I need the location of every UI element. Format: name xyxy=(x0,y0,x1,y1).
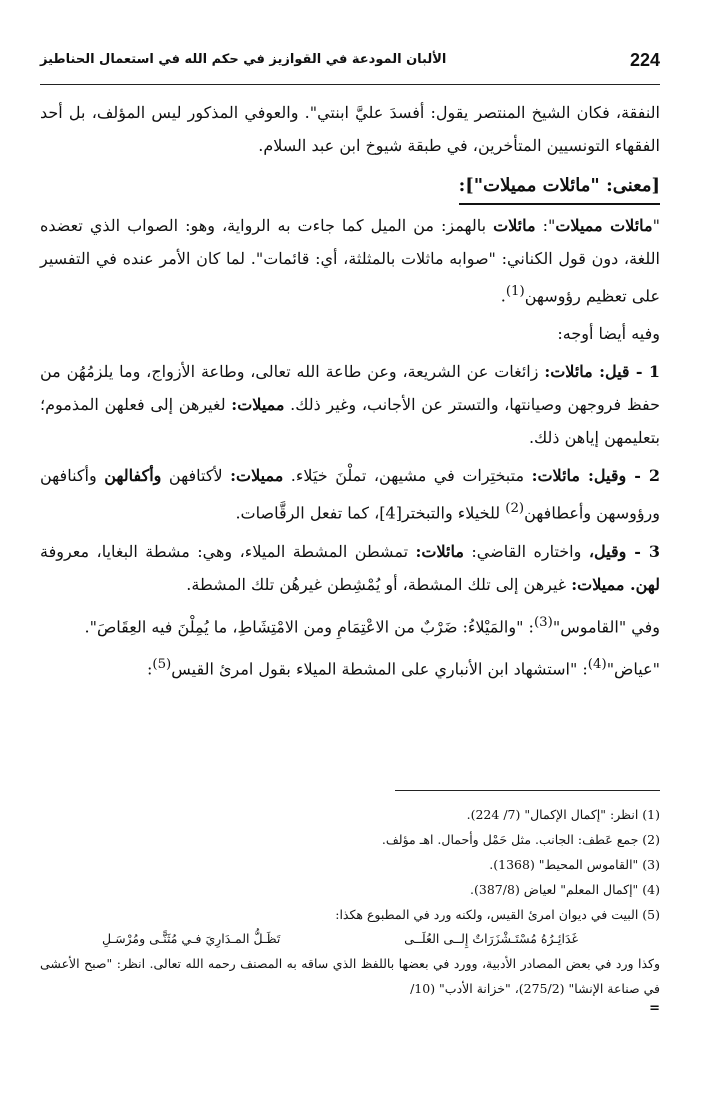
text-run: : "استشهاد ابن الأنباري على المشطة الميلاء بقول امرئ القيس xyxy=(171,659,588,679)
paragraph-aspect-2 xyxy=(40,459,660,529)
bold-term: مميلات: xyxy=(231,395,285,415)
page-number: 224 xyxy=(629,50,660,70)
text-run: " xyxy=(652,216,660,235)
footnote-continuation-mark: = xyxy=(649,1001,660,1016)
bold-term: وقيل: مائلات: xyxy=(531,466,627,486)
text-run: غيرهن إلى تلك المشطة، أو يُمْشِطن غيرهُن تلك المشطة. xyxy=(186,574,572,594)
intro-line-1: النفقة، فكان الشيخ المنتصر يقول: أفسدَ عليَّ ابنتي". والعوفي المذكور ليس xyxy=(151,103,660,122)
page-header xyxy=(40,44,660,85)
text-run: لأكتافهن xyxy=(161,466,231,486)
footnote-ref: (3) xyxy=(533,614,553,630)
footnote-ref: (4) xyxy=(587,656,607,672)
book-page xyxy=(40,44,661,1016)
text-run: وفي "القاموس" xyxy=(552,616,660,636)
footnote-1: (1) انظر: "إكمال الإكمال" (7/ 224). xyxy=(466,807,660,822)
footnote-separator xyxy=(395,790,660,791)
footnote-5: (5) البيت في ديوان امرئ القيس، ولكنه ورد في المطبوع هكذا: xyxy=(335,907,660,922)
text-run: متبختِرات في مشيهن، تملْنَ خيَلاء. xyxy=(283,466,532,486)
bold-term: لهن. مميلات: xyxy=(571,574,660,594)
item-number: 2 - xyxy=(626,466,661,486)
item-number: 3 - xyxy=(626,541,661,561)
text-run: : xyxy=(146,659,153,679)
text-run: زائغات عن الشريعة، وعن طاعة الله تعالى، وطاعة الأزواج، وما يلزمُهُن من حفظ فروجهن وصيانتها، والتستر عن الأجانب، وغير ذلك. xyxy=(40,362,661,415)
bold-term: مائلات مميلات xyxy=(555,216,653,235)
text-run: للخيلاء والتبختر[4]، كما تفعل الرقَّاصات. xyxy=(235,503,506,523)
paragraph-aspect-3 xyxy=(40,535,660,601)
footnote-ref: (1) xyxy=(505,284,525,299)
footnote-ref: (5) xyxy=(152,656,172,672)
text-run: واختاره القاضي: xyxy=(463,541,589,561)
intro-line-2: المؤلف، بل أحد الفقهاء التونسيين المتأخرين، في طبقة شيوخ ابن عبد السلام. xyxy=(40,103,660,155)
text-run: وأكنافهن ورؤوسهن وأعطافهن xyxy=(40,466,660,523)
text-run: لغيرهن إلى فعلهن المذموم؛ بتعليمهن إياهن ذلك. xyxy=(40,395,660,448)
intro-paragraph xyxy=(40,96,660,162)
text-run: . xyxy=(500,286,506,306)
bold-term: مائلات: xyxy=(415,541,464,561)
bold-term: مائلات xyxy=(493,216,536,235)
paragraph-aspect-1 xyxy=(40,355,660,454)
footnote-4: (4) "إكمال المعلم" لعياض (387/8). xyxy=(470,882,660,897)
text-run: ": xyxy=(535,216,556,235)
footnote-2: (2) جمع عَطف: الجانب. مثل حَمْل وأحمال. اهـ مؤلف. xyxy=(381,832,660,847)
main-text xyxy=(40,96,660,690)
footnotes xyxy=(40,802,660,1017)
bold-term: قيل: مائلات: xyxy=(544,362,630,382)
verse-first-hemistich: غَدَائِـرُهُ مُسْتَـشْزَرَاتٌ إِلــى العُلَــى xyxy=(404,931,579,946)
bold-term: وأكفالهن xyxy=(104,466,162,486)
bold-term: وقيل، xyxy=(588,541,627,561)
footnote-ref: (2) xyxy=(505,501,525,517)
item-number: 1 - xyxy=(629,362,661,382)
footnote-5-continued: وكذا ورد في بعض المصادر الأدبية، وورد في بعضها باللفظ الذي ساقه به المصنف رحمه الله تعالى. انظر: "صبح الأعشى في صناعة الإنشا" (275/2)، "خزانة الأدب" (10/ xyxy=(40,956,660,996)
section-heading: [معنى: "مائلات مميلات"]: xyxy=(459,169,660,205)
bold-term: مميلات: xyxy=(230,466,284,486)
paragraph-iyad xyxy=(40,648,660,685)
text-run: : "والمَيْلاءُ: ضَرْبٌ من الاعْتِمَامِ ومن الامْتِشَاطِ، ما يُمِلْنَ فيه العِقَاصَ". xyxy=(84,616,534,636)
text-run: بالهمز: من الميل كما جاءت به الرواية، وهو: الصواب الذي تعضده اللغة، دون قول الكناني: "صوابه ماثلات بالمثلثة، أي: قائمات". لما كان الأمر عنده في التفسير على تعظيم رؤوسهن xyxy=(40,216,660,306)
paragraph-definition xyxy=(40,209,660,312)
poetry-verse xyxy=(40,927,660,951)
footnote-3: (3) "القاموس المحيط" (1368). xyxy=(489,857,660,872)
text-run: "عياض" xyxy=(606,659,660,679)
paragraph-qamus xyxy=(40,606,660,643)
text-run: تمشطن المشطة الميلاء، وهي: مشطة البغايا، معروفة xyxy=(40,541,416,561)
running-title: الألبان المودعة في القوازيز في حكم الله في استعمال الحناطيز xyxy=(40,52,447,67)
verse-second-hemistich: تَظَـلُّ المـدَارِيَ فـي مُثَنًّـى ومُرْسَـلِ xyxy=(101,931,281,946)
paragraph-aspects-intro: وفيه أيضا أوجه: xyxy=(557,324,660,344)
